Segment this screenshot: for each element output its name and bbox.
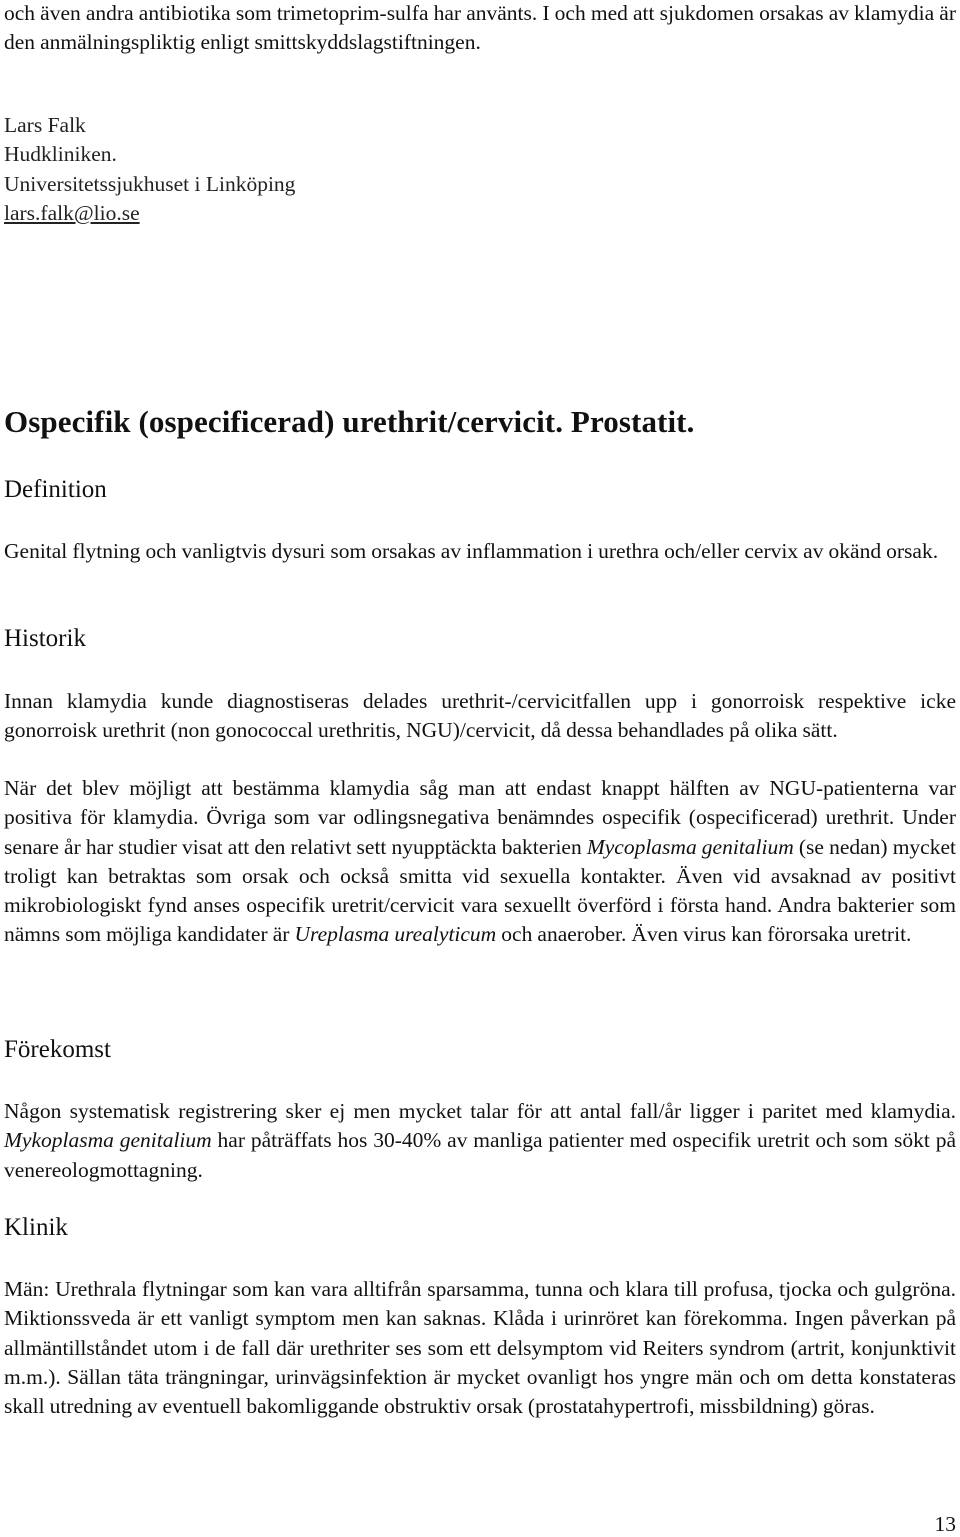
forekomst-text-b: har påträffats hos 30-40% av manliga patienter med ospecifik uretrit och som sökt på venereologmottagning. (4, 1128, 956, 1182)
author-block (4, 111, 295, 228)
intro-paragraph: och även andra antibiotika som trimetoprim-sulfa har använts. I och med att sjukdomen orsakas av klamydia är den anmälningspliktig enligt smittskyddslagstiftningen. (4, 1, 956, 55)
historik-p2-text-a: När det blev möjligt att bestämma klamydia såg man att endast knappt hälften av NGU-patienterna var positiva för klamydia. Övriga som var odlingsnegativa benämndes ospecifik (ospecificerad) urethrit. Under senare år har studier visat att den relativt sett nyupptäckta bakterien (4, 776, 956, 859)
historik-p2-text-c: och anaerober. Även virus kan förorsaka uretrit. (496, 922, 912, 947)
forekomst-heading: Förekomst (4, 1036, 111, 1063)
definition-heading: Definition (4, 476, 107, 503)
species-ureplasma-urealyticum: Ureplasma urealyticum (294, 922, 497, 947)
klinik-paragraph: Män: Urethrala flytningar som kan vara alltifrån sparsamma, tunna och klara till profusa, tjocka och gulgröna. Miktionssveda är ett vanligt symptom men kan saknas. Klåda i urinröret kan förekomma. Ingen påverkan på allmäntillståndet utom i de fall där urethriter ses som ett delsymptom vid Reiters syndrom (artrit, konjunktivit m.m.). Sällan täta trängningar, urinvägsinfektion är mycket ovanligt hos yngre män och om detta konstateras skall utredning av eventuell bakomliggande obstruktiv orsak (prostatahypertrofi, missbildning) göras. (4, 1277, 956, 1419)
historik-heading: Historik (4, 625, 86, 652)
author-name: Lars Falk (4, 113, 86, 137)
forekomst-paragraph (4, 1097, 956, 1185)
historik-paragraph-2 (4, 774, 956, 950)
definition-paragraph: Genital flytning och vanligtvis dysuri som orsakas av inflammation i urethra och/eller cervix av okänd orsak. (4, 539, 939, 563)
author-department: Hudkliniken. (4, 142, 117, 167)
document-title: Ospecifik (ospecificerad) urethrit/cervicit. Prostatit. (4, 404, 695, 439)
klinik-heading: Klinik (4, 1214, 68, 1241)
forekomst-text-a: Någon systematisk registrering sker ej men mycket talar för att antal fall/år ligger i paritet med klamydia. (4, 1099, 956, 1123)
species-mykoplasma-genitalium: Mykoplasma genitalium (4, 1128, 212, 1153)
page-number: 13 (934, 1512, 956, 1536)
author-hospital: Universitetssjukhuset i Linköping (4, 171, 296, 196)
historik-p2-text-b: (se nedan) mycket troligt kan betraktas som orsak och också smitta vid sexuella kontakter. Även vid avsaknad av positivt mikrobiologiskt fynd anses ospecifik uretrit/cervicit vara sexuellt överförd i första hand. Andra bakterier som nämns som möjliga kandidater är (4, 834, 956, 947)
species-mycoplasma-genitalium: Mycoplasma genitalium (586, 834, 794, 859)
author-email-link[interactable]: lars.falk@lio.se (4, 200, 140, 225)
historik-paragraph-1: Innan klamydia kunde diagnostiseras delades urethrit-/cervicitfallen upp i gonorroisk respektive icke gonorroisk urethrit (non gonococcal urethritis, NGU)/cervicit, då dessa behandlades på olika sätt. (4, 689, 956, 743)
